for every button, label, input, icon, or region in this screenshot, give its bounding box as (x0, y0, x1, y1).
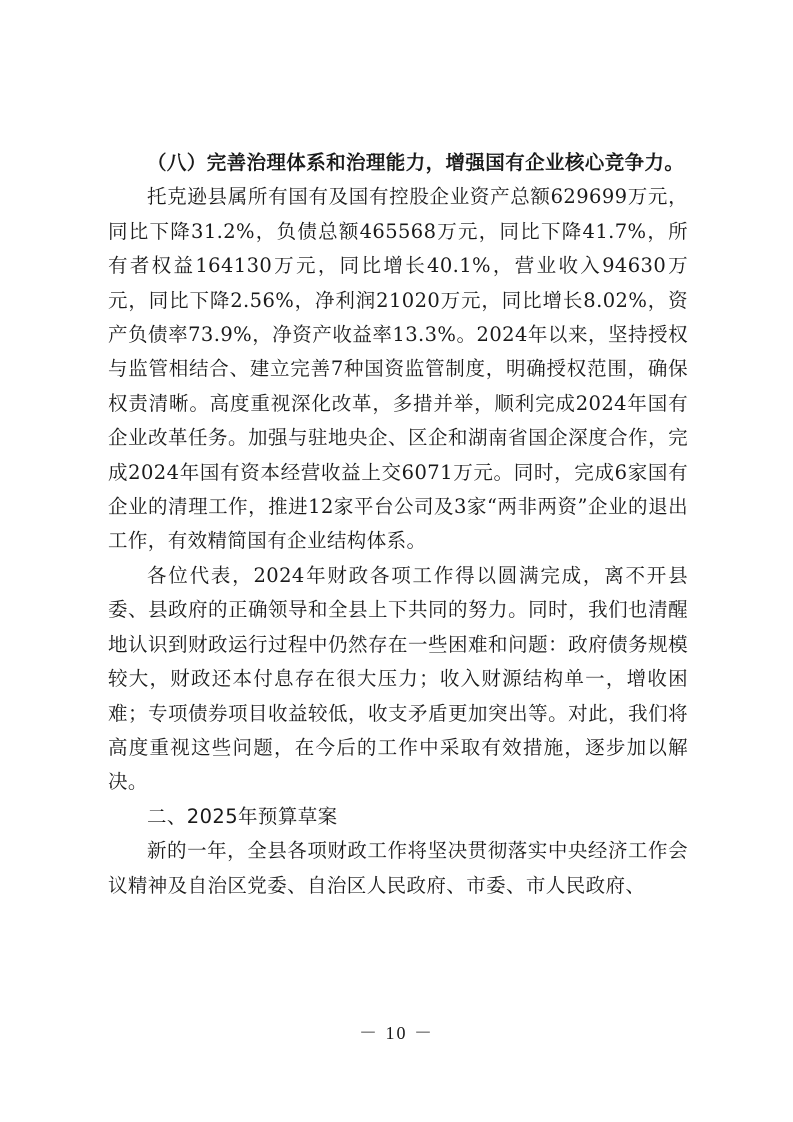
paragraph-new-year: 新的一年，全县各项财政工作将坚决贯彻落实中央经济工作会议精神及自治区党委、自治区人民政府、市委、市人民政府、 (108, 839, 688, 897)
paragraph-problems: 各位代表，2024年财政各项工作得以圆满完成，离不开县委、县政府的正确领导和全县上下共同的努力。同时，我们也清醒地认识到财政运行过程中仍然存在一些困难和问题：政府债务规模较大，财政还本付息存在很大压力；收入财源结构单一，增收困难；专项债券项目收益较低，收支矛盾更加突出等。对此，我们将高度重视这些问题，在今后的工作中采取有效措施，逐步加以解决。 (108, 563, 688, 794)
document-body (108, 146, 688, 903)
subsection-heading: （八）完善治理体系和治理能力，增强国有企业核心竞争力。 (147, 151, 685, 174)
paragraph-state-enterprises: 托克逊县属所有国有及国有控股企业资产总额629699万元，同比下降31.2%，负债总额465568万元，同比下降41.7%，所有者权益164130万元，同比增长40.1%，营业收入94630万元，同比下降2.56%，净利润21020万元，同比增长8.02%，资产负债率73.9%，净资产收益率13.3%。2024年以来，坚持授权与监管相结合、建立完善7种国资监管制度，明确授权范围，确保权责清晰。高度重视深化改革，多措并举，顺利完成2024年国有企业改革任务。加强与驻地央企、区企和湖南省国企深度合作，完成2024年国有资本经营收益上交6071万元。同时，完成6家国有企业的清理工作，推进12家平台公司及3家“两非两资”企业的退出工作，有效精简国有企业结构体系。 (108, 185, 688, 553)
page-number: － 10 － (359, 1023, 434, 1043)
section-heading: 二、2025年预算草案 (147, 804, 338, 828)
